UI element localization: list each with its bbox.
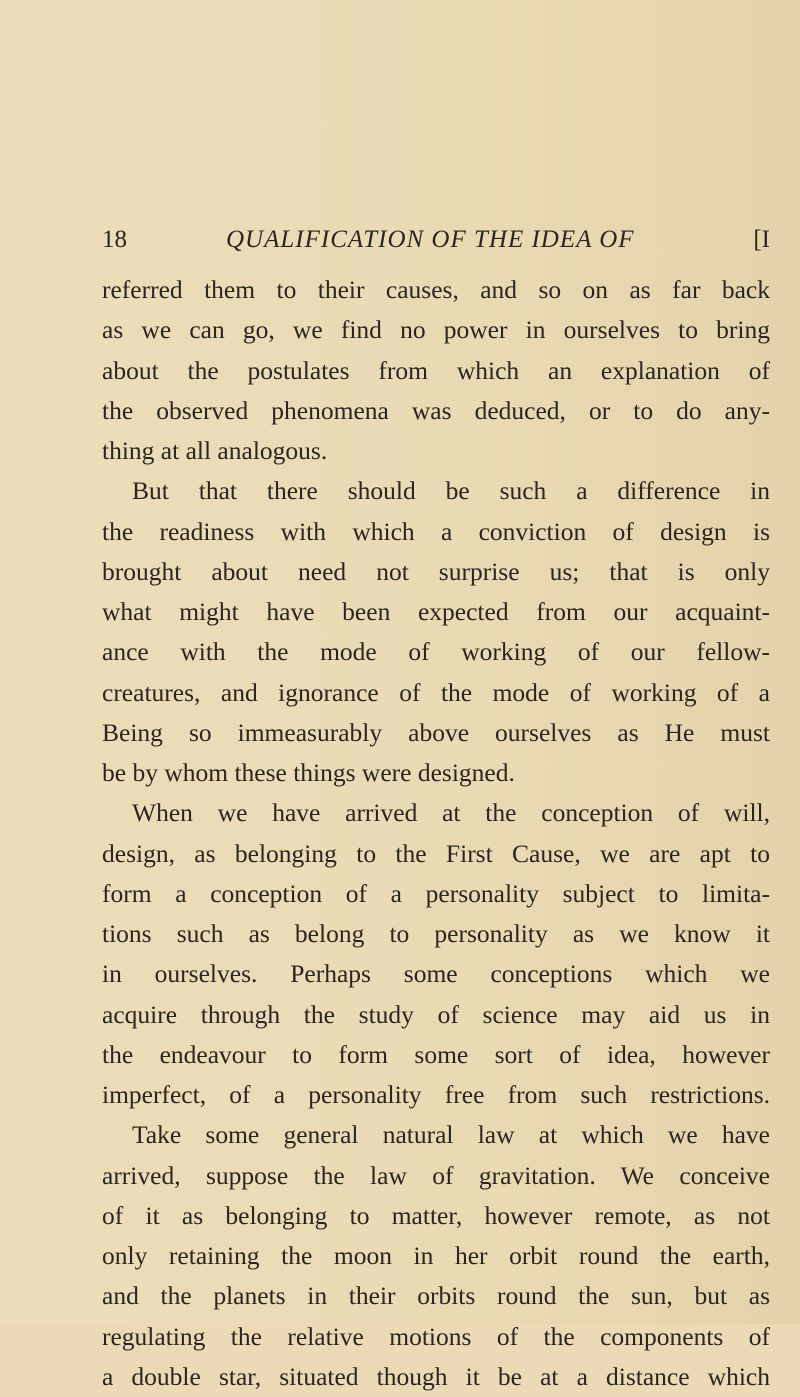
text-line: of it as belonging to matter, however remote, as not <box>102 1200 770 1230</box>
text-line: be by whom these things were designed. <box>102 758 515 787</box>
running-title: QUALIFICATION OF THE IDEA OF <box>226 226 635 253</box>
text-line: ance with the mode of working of our fellow- <box>102 637 770 667</box>
text-line: acquire through the study of science may aid us in <box>102 999 770 1029</box>
text-line: Being so immeasurably above ourselves as He must <box>102 717 770 747</box>
text-line: form a conception of a personality subject to limita- <box>102 878 770 908</box>
body-text <box>102 270 770 1397</box>
text-line: design, as belonging to the First Cause, we are apt to <box>102 838 770 868</box>
page-header <box>102 226 770 260</box>
chapter-marker: [I <box>753 226 770 253</box>
text-line: only retaining the moon in her orbit round the earth, <box>102 1241 770 1270</box>
text-line: imperfect, of a personality free from such restrictions. <box>102 1080 770 1109</box>
text-line: thing at all analogous. <box>102 436 328 465</box>
text-line: a double star, situated though it be at a distance which <box>102 1361 770 1391</box>
text-line: the observed phenomena was deduced, or to do any- <box>102 395 770 425</box>
page-number: 18 <box>102 226 127 253</box>
text-line: the readiness with which a conviction of design is <box>102 516 770 546</box>
text-line: regulating the relative motions of the components of <box>102 1321 770 1351</box>
text-line: as we can go, we find no power in ourselves to bring <box>102 315 770 345</box>
text-line: what might have been expected from our acquaint- <box>102 597 770 626</box>
text-line: arrived, suppose the law of gravitation. We conceive <box>102 1160 770 1190</box>
text-line: and the planets in their orbits round the sun, but as <box>102 1281 770 1311</box>
text-line: creatures, and ignorance of the mode of working of a <box>102 677 770 707</box>
text-line: When we have arrived at the conception of will, <box>132 798 770 828</box>
text-line: the endeavour to form some sort of idea, however <box>102 1039 770 1069</box>
text-line: Take some general natural law at which we have <box>132 1120 770 1150</box>
text-line: in ourselves. Perhaps some conceptions which we <box>102 959 770 989</box>
text-line: But that there should be such a difference in <box>132 476 770 506</box>
text-line: tions such as belong to personality as we know it <box>102 919 770 948</box>
text-line: about the postulates from which an explanation of <box>102 355 770 385</box>
text-line: referred them to their causes, and so on as far back <box>102 275 770 304</box>
text-line: brought about need not surprise us; that is only <box>102 556 770 586</box>
